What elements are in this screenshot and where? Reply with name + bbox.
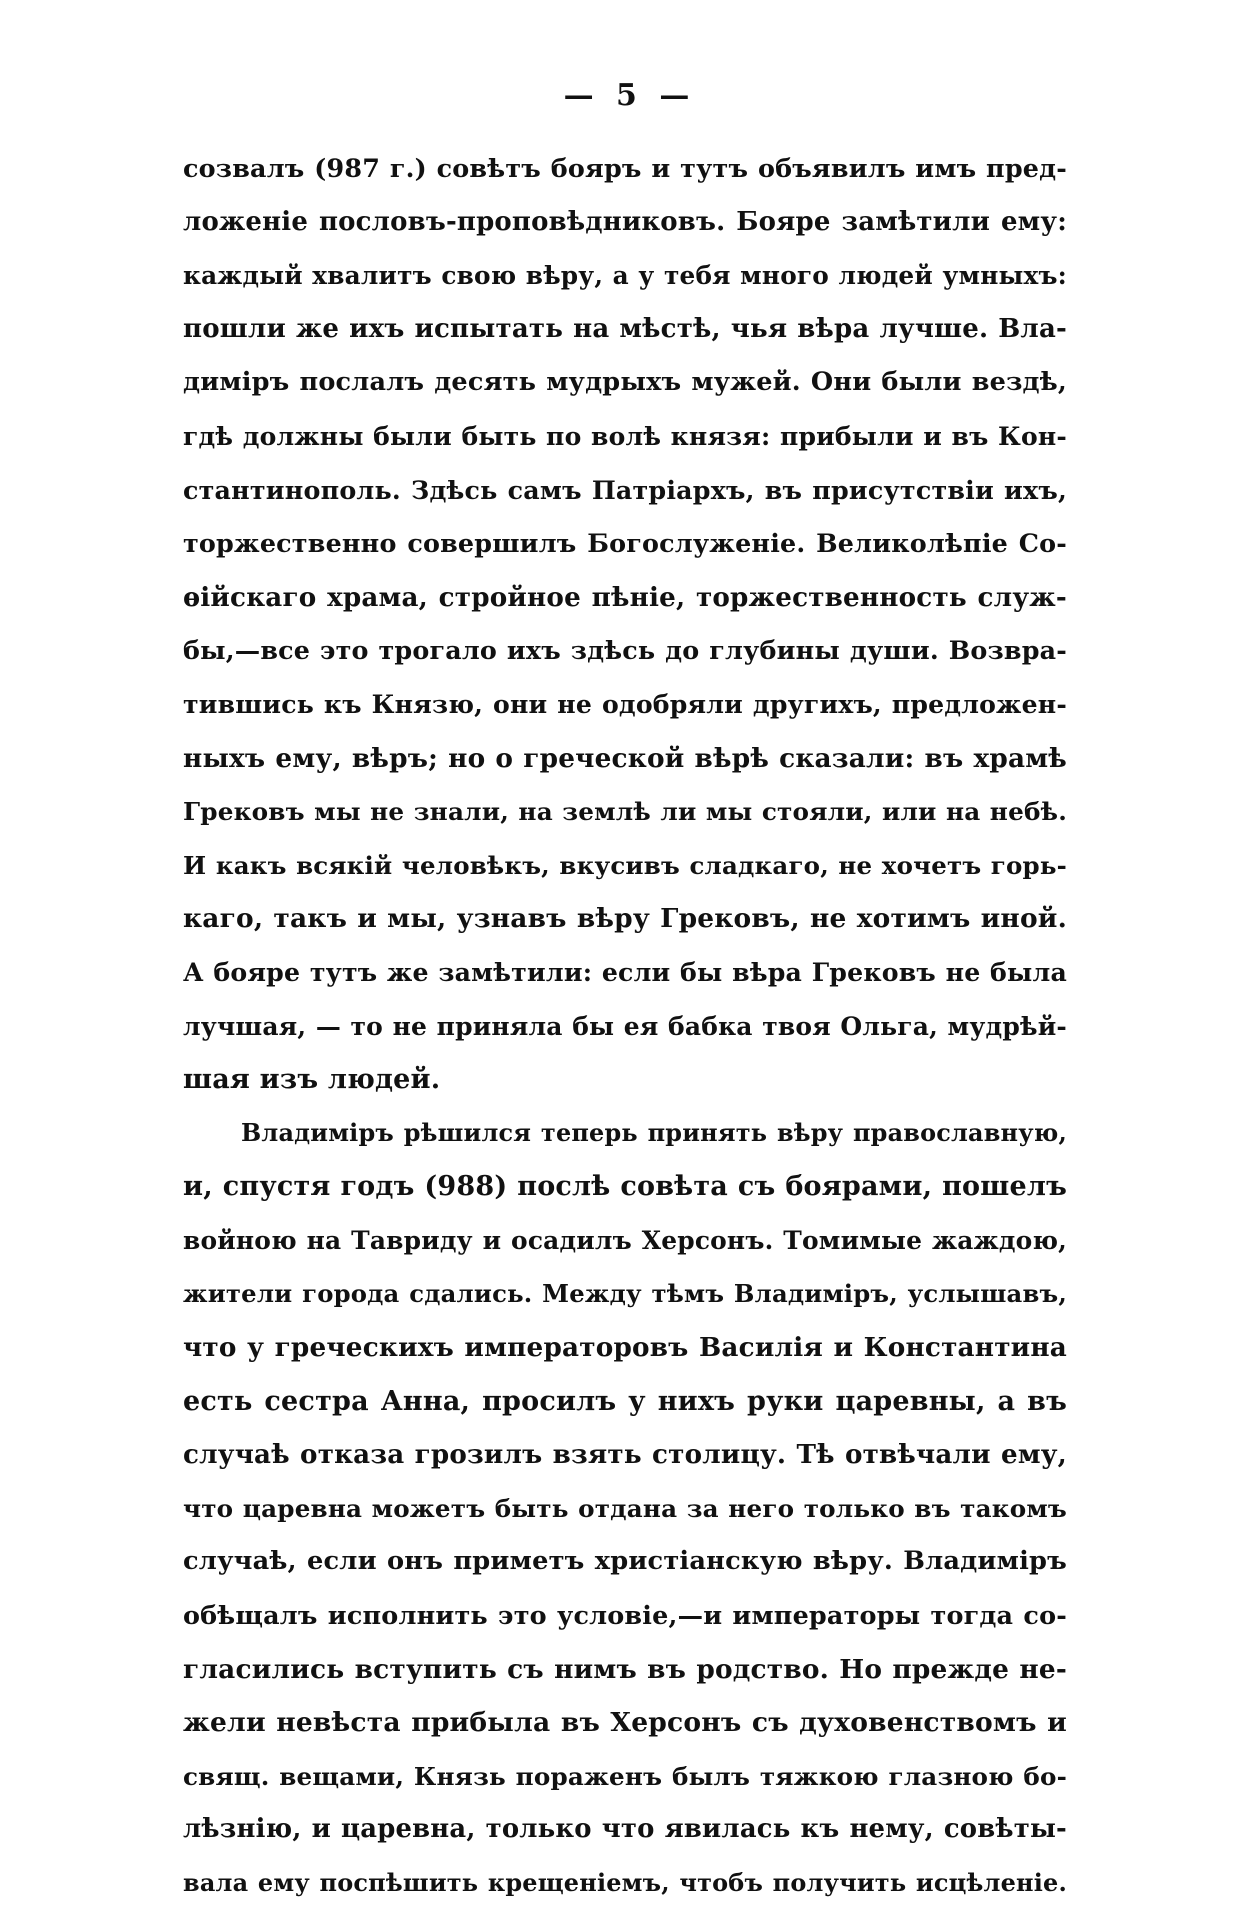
paragraph-1	[183, 142, 1067, 1107]
text-line: каго, такъ и мы, узнавъ вѣру Грековъ, не хотимъ иной.	[183, 903, 1067, 935]
text-line: лѣзнію, и царевна, только что явилась къ нему, совѣты-	[183, 1814, 1067, 1845]
text-line: войною на Тавриду и осадилъ Херсонъ. Томимые жаждою,	[183, 1225, 1067, 1255]
page-number: — 5 —	[563, 78, 696, 113]
text-line: жели невѣста прибыла въ Херсонъ съ духовенствомъ и	[183, 1707, 1067, 1739]
text-line: жители города сдались. Между тѣмъ Владиміръ, услышавъ,	[183, 1279, 1067, 1309]
text-line: ѳійскаго храма, стройное пѣніе, торжественность служ-	[183, 581, 1067, 613]
text-line: шая изъ людей.	[183, 1064, 441, 1096]
body-text	[183, 142, 1067, 1911]
text-line: И какъ всякій человѣкъ, вкусивъ сладкаго, не хочетъ горь-	[183, 850, 1067, 880]
text-line: ложеніе пословъ-проповѣдниковъ. Бояре замѣтили ему:	[183, 206, 1067, 237]
text-line: Владиміръ рѣшился теперь принять вѣру православную,	[241, 1118, 1067, 1147]
text-line: и, спустя годъ (988) послѣ совѣта съ боярами, пошелъ	[183, 1171, 1067, 1203]
text-line: свящ. вещами, Князь пораженъ былъ тяжкою глазною бо-	[183, 1761, 1067, 1791]
text-line: тившись къ Князю, они не одобряли другихъ, предложен-	[183, 688, 1067, 719]
text-line: случаѣ, если онъ приметъ христіанскую вѣру. Владиміръ	[183, 1546, 1067, 1577]
text-line: ныхъ ему, вѣръ; но о греческой вѣрѣ сказали: въ храмѣ	[183, 742, 1067, 774]
text-line: что царевна можетъ быть отдана за него только въ такомъ	[183, 1493, 1067, 1523]
text-line: лучшая, — то не приняла бы ея бабка твоя Ольга, мудрѣй-	[183, 1011, 1067, 1041]
text-line: случаѣ отказа грозилъ взять столицу. Тѣ отвѣчали ему,	[183, 1439, 1067, 1471]
text-line: вала ему поспѣшить крещеніемъ, чтобъ получить исцѣленіе.	[183, 1869, 1067, 1897]
text-line: что у греческихъ императоровъ Василія и Константина	[183, 1332, 1067, 1364]
paragraph-2	[183, 1107, 1067, 1911]
text-line: есть сестра Анна, просилъ у нихъ руки царевны, а въ	[183, 1385, 1067, 1417]
text-line: гдѣ должны были быть по волѣ князя: прибыли и въ Кон-	[183, 421, 1067, 451]
text-line: бы,—все это трогало ихъ здѣсь до глубины души. Возвра-	[183, 635, 1067, 666]
text-line: стантинополь. Здѣсь самъ Патріархъ, въ присутствіи ихъ,	[183, 474, 1067, 505]
text-line: обѣщалъ исполнить это условіе,—и императоры тогда со-	[183, 1600, 1067, 1631]
text-line: созвалъ (987 г.) совѣтъ бояръ и тутъ объявилъ имъ пред-	[183, 153, 1067, 183]
text-line: гласились вступить съ нимъ въ родство. Но прежде не-	[183, 1653, 1067, 1685]
text-line: каждый хвалитъ свою вѣру, а у тебя много людей умныхъ:	[183, 261, 1067, 291]
text-line: Грековъ мы не знали, на землѣ ли мы стояли, или на небѣ.	[183, 797, 1067, 827]
text-line: пошли же ихъ испытать на мѣстѣ, чья вѣра лучше. Вла-	[183, 313, 1067, 344]
text-line: А бояре тутъ же замѣтили: если бы вѣра Грековъ не была	[183, 956, 1067, 987]
text-line: диміръ послалъ десять мудрыхъ мужей. Они были вездѣ,	[183, 367, 1067, 398]
text-line: торжественно совершилъ Богослуженіе. Великолѣпіе Со-	[183, 528, 1067, 559]
